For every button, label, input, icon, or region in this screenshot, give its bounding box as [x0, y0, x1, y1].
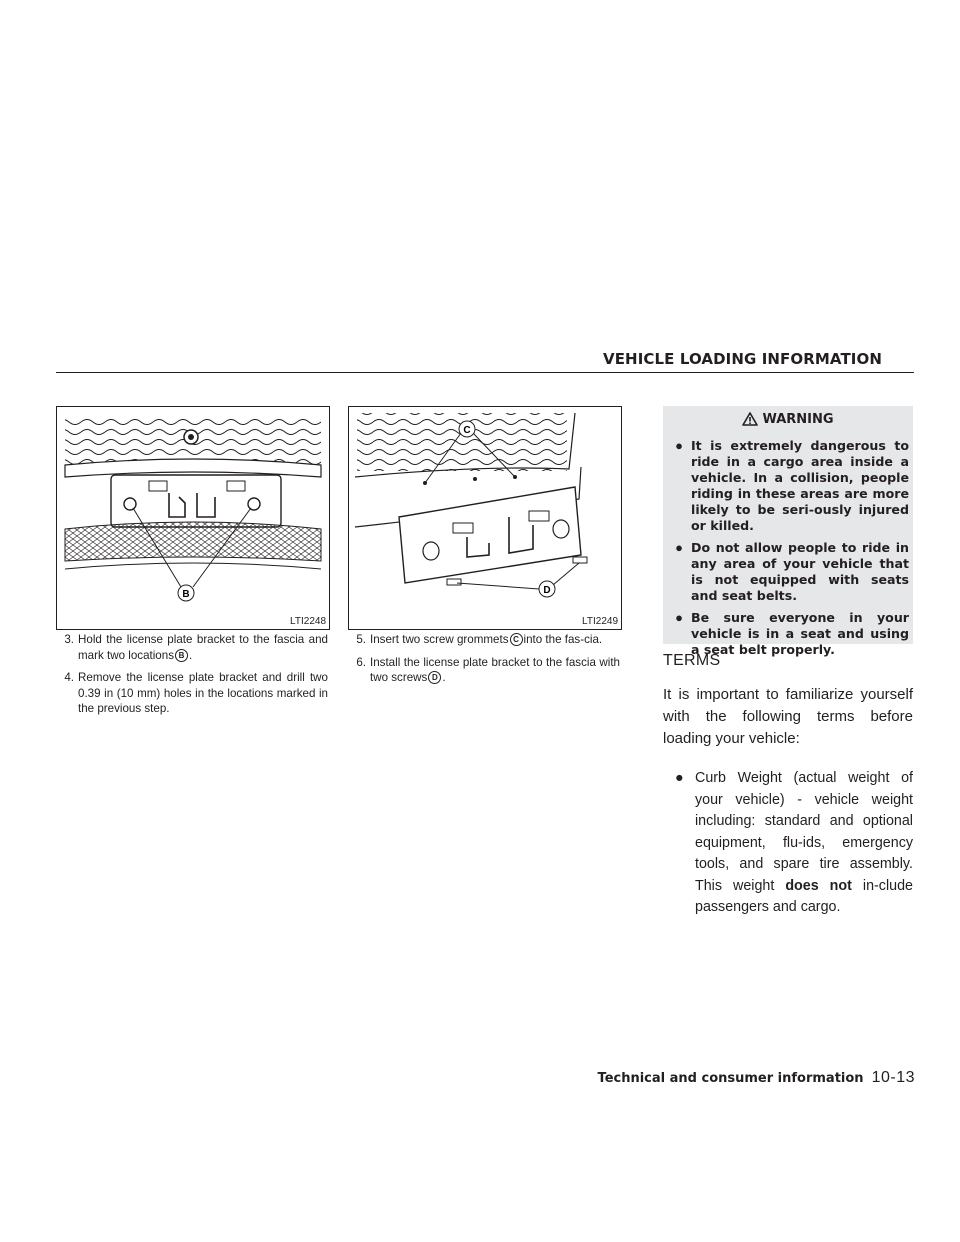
step-number: 4.: [64, 671, 74, 684]
callout-b-label: B: [182, 589, 190, 600]
step-text: Insert two screw grommets C into the fas-cia.: [370, 633, 603, 646]
section-title: VEHICLE LOADING INFORMATION: [603, 350, 882, 368]
bumper-illustration-b: [57, 407, 329, 629]
step-number: 6.: [356, 655, 366, 669]
terms-item-text: Curb Weight (actual weight of your vehicle) - vehicle weight including: standard and optional equipment, flu-ids, emergency tools, and spare tire assembly. This weight does not in-clude passengers and cargo.: [695, 770, 913, 915]
warning-item: ● Be sure everyone in your vehicle is in a seat and using a seat belt properly.: [663, 610, 913, 658]
terms-heading: TERMS: [663, 652, 721, 669]
callout-c-label: C: [463, 425, 471, 436]
step-number: 5.: [356, 633, 366, 646]
bullet-icon: ●: [675, 540, 683, 555]
step-3: [56, 632, 328, 663]
step-text: Hold the license plate bracket to the fascia and mark two locations B .: [78, 633, 328, 662]
warning-title: WARNING: [762, 411, 834, 427]
warning-triangle-icon: [742, 412, 758, 426]
callout-d-icon: D: [428, 671, 441, 684]
step-number: 3.: [64, 633, 74, 646]
figure-license-plate-install: [348, 406, 622, 630]
step-4: [56, 670, 328, 717]
figure-code: LTI2249: [582, 616, 618, 627]
step-text: Install the license plate bracket to the fascia with two screws D .: [370, 655, 620, 684]
bullet-icon: ●: [675, 610, 683, 625]
callout-d-label: D: [543, 585, 551, 596]
terms-intro: It is important to familiarize yourself with the following terms before loading your vehicle:: [663, 686, 913, 747]
warning-box: [663, 406, 913, 657]
step-6: [348, 655, 620, 686]
warning-item: ● Do not allow people to ride in any area of your vehicle that is not equipped with seats and seat belts.: [663, 540, 913, 604]
steps-column-2: [348, 632, 620, 693]
figure-code: LTI2248: [290, 616, 326, 627]
header-rule: [56, 372, 914, 373]
warning-item: ● It is extremely dangerous to ride in a cargo area inside a vehicle. In a collision, people riding in these areas are more likely to be seri-ously injured or killed.: [663, 438, 913, 534]
bullet-icon: ●: [675, 770, 684, 786]
figure-license-plate-holes: [56, 406, 330, 630]
terms-list-item: [675, 768, 913, 919]
callout-b-icon: B: [175, 649, 188, 662]
bullet-icon: ●: [675, 438, 683, 453]
callout-c-icon: C: [510, 633, 523, 646]
page-footer: [598, 1069, 915, 1087]
bumper-illustration-cd: [349, 407, 621, 629]
step-text: Remove the license plate bracket and drill two 0.39 in (10 mm) holes in the locations marked in the previous step.: [78, 671, 328, 715]
steps-column-1: [56, 632, 328, 724]
page-number: 10-13: [871, 1069, 915, 1086]
warning-header: [663, 406, 913, 432]
chapter-title: Technical and consumer information: [597, 1071, 864, 1086]
step-5: [348, 632, 620, 648]
